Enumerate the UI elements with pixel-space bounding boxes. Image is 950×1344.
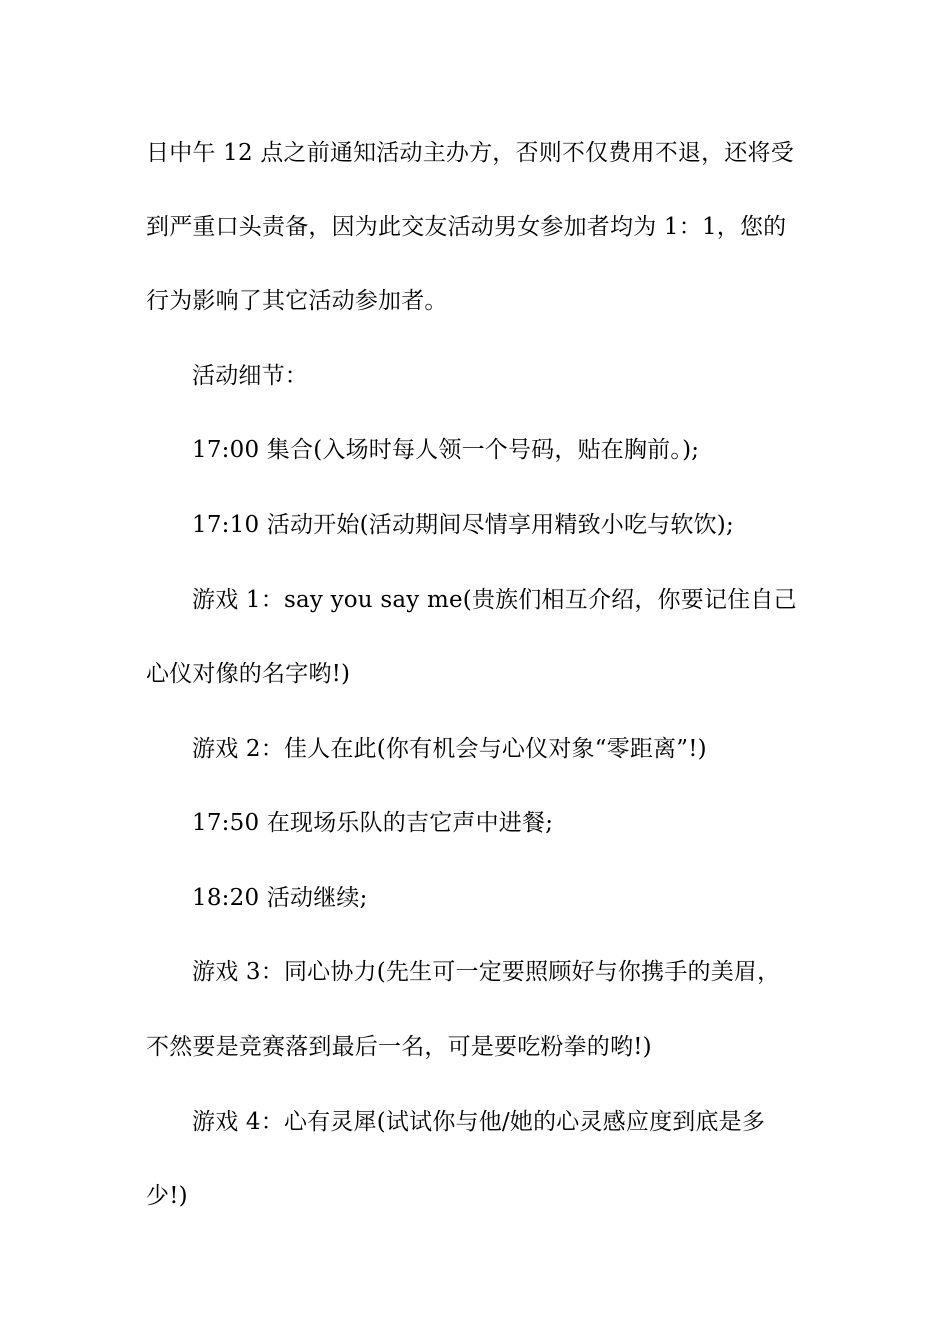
game-item-continued: 心仪对像的名字哟!) [146, 661, 351, 687]
game-item: 游戏 3：同心协力(先生可一定要照顾好与你携手的美眉， [192, 959, 781, 985]
paragraph-line: 行为影响了其它活动参加者。 [146, 288, 448, 314]
game-item: 游戏 2：佳人在此(你有机会与心仪对象“零距离”!) [192, 736, 707, 762]
schedule-item: 17:50 在现场乐队的吉它声中进餐; [192, 810, 554, 836]
paragraph-line: 日中午 12 点之前通知活动主办方，否则不仅费用不退，还将受 [146, 140, 794, 166]
game-item: 游戏 4：心有灵犀(试试你与他/她的心灵感应度到底是多 [192, 1109, 766, 1135]
game-item: 游戏 1：say you say me(贵族们相互介绍，你要记住自己 [192, 587, 797, 613]
game-item-continued: 不然要是竞赛落到最后一名，可是要吃粉拳的哟!) [146, 1034, 652, 1060]
schedule-item: 18:20 活动继续; [192, 885, 368, 911]
schedule-item: 17:10 活动开始(活动期间尽情享用精致小吃与软饮); [192, 512, 734, 538]
section-heading: 活动细节： [192, 363, 308, 389]
schedule-item: 17:00 集合(入场时每人领一个号码，贴在胸前。); [192, 437, 700, 463]
paragraph-line: 到严重口头责备，因为此交友活动男女参加者均为 1：1，您的 [146, 214, 787, 240]
game-item-continued: 少!) [146, 1183, 188, 1209]
